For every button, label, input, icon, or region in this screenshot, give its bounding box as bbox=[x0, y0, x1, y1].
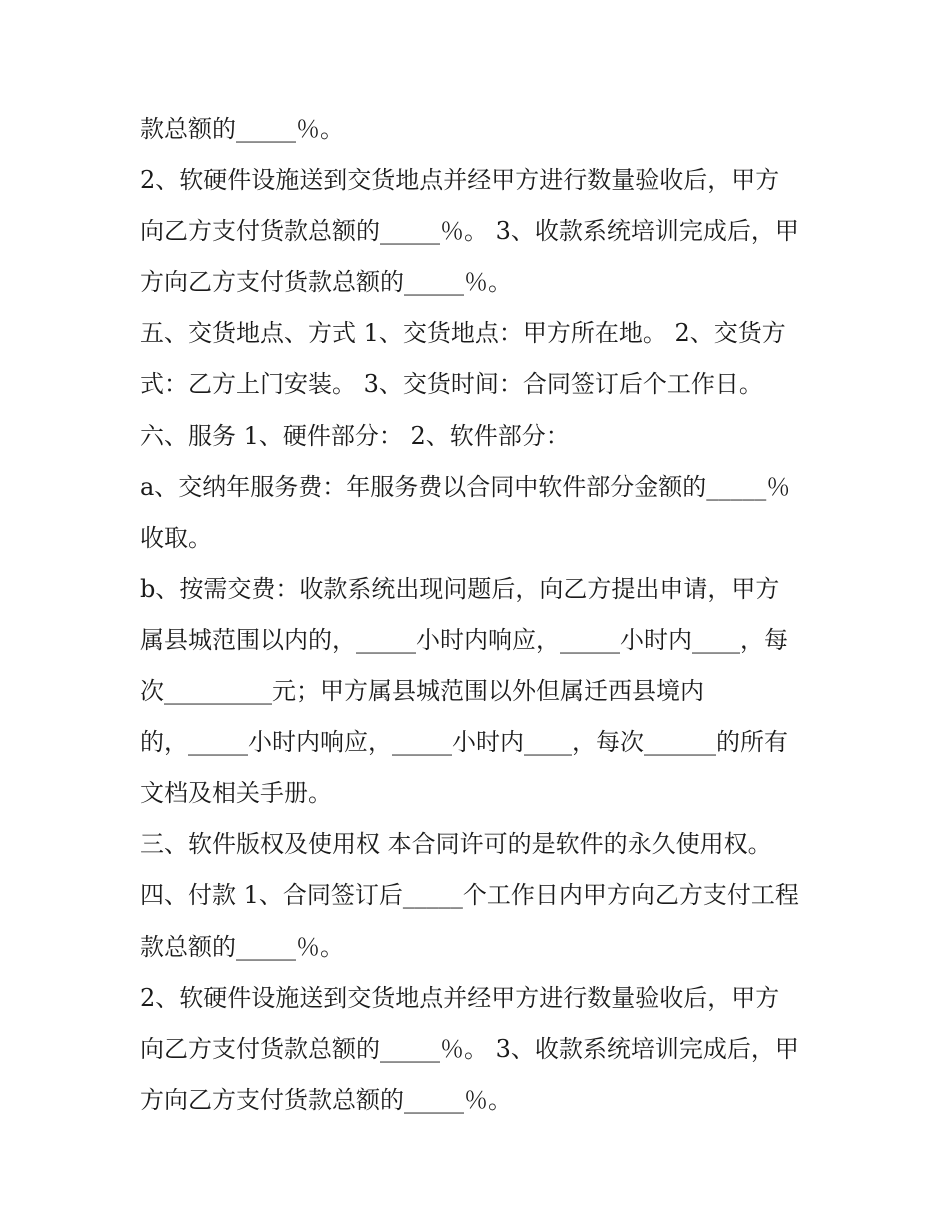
document-body bbox=[140, 104, 820, 1126]
text-line: a、交纳年服务费：年服务费以合同中软件部分金额的_____％ bbox=[140, 472, 791, 501]
text-line: 四、付款 1、合同签订后_____个工作日内甲方向乙方支付工程 bbox=[140, 881, 799, 910]
text-line: 文档及相关手册。 bbox=[140, 779, 332, 808]
text-line: 六、服务 1、硬件部分： 2、软件部分： bbox=[140, 421, 570, 450]
text-line: 五、交货地点、方式 1、交货地点：甲方所在地。 2、交货方 bbox=[140, 319, 786, 348]
text-line: 向乙方支付货款总额的_____％。 3、收款系统培训完成后，甲 bbox=[140, 217, 799, 246]
text-line: 的，_____小时内响应，_____小时内____，每次______的所有 bbox=[140, 728, 788, 757]
text-line: 收取。 bbox=[140, 523, 212, 552]
text-line: 三、软件版权及使用权 本合同许可的是软件的永久使用权。 bbox=[140, 830, 772, 859]
text-line: 方向乙方支付货款总额的_____％。 bbox=[140, 268, 512, 297]
text-line: 2、软硬件设施送到交货地点并经甲方进行数量验收后，甲方 bbox=[140, 166, 780, 195]
text-line: 款总额的_____％。 bbox=[140, 115, 344, 143]
text-line: 款总额的_____％。 bbox=[140, 932, 344, 961]
text-line: 方向乙方支付货款总额的_____％。 bbox=[140, 1085, 512, 1114]
text-line: 式：乙方上门安装。 3、交货时间：合同签订后个工作日。 bbox=[140, 370, 763, 399]
text-line: 次_________元；甲方属县城范围以外但属迁西县境内 bbox=[140, 677, 704, 706]
text-line: b、按需交费：收款系统出现问题后，向乙方提出申请，甲方 bbox=[140, 574, 780, 603]
text-line: 2、软硬件设施送到交货地点并经甲方进行数量验收后，甲方 bbox=[140, 983, 780, 1012]
text-line: 向乙方支付货款总额的_____％。 3、收款系统培训完成后，甲 bbox=[140, 1034, 799, 1063]
text-line: 属县城范围以内的，_____小时内响应，_____小时内____，每 bbox=[140, 625, 788, 654]
